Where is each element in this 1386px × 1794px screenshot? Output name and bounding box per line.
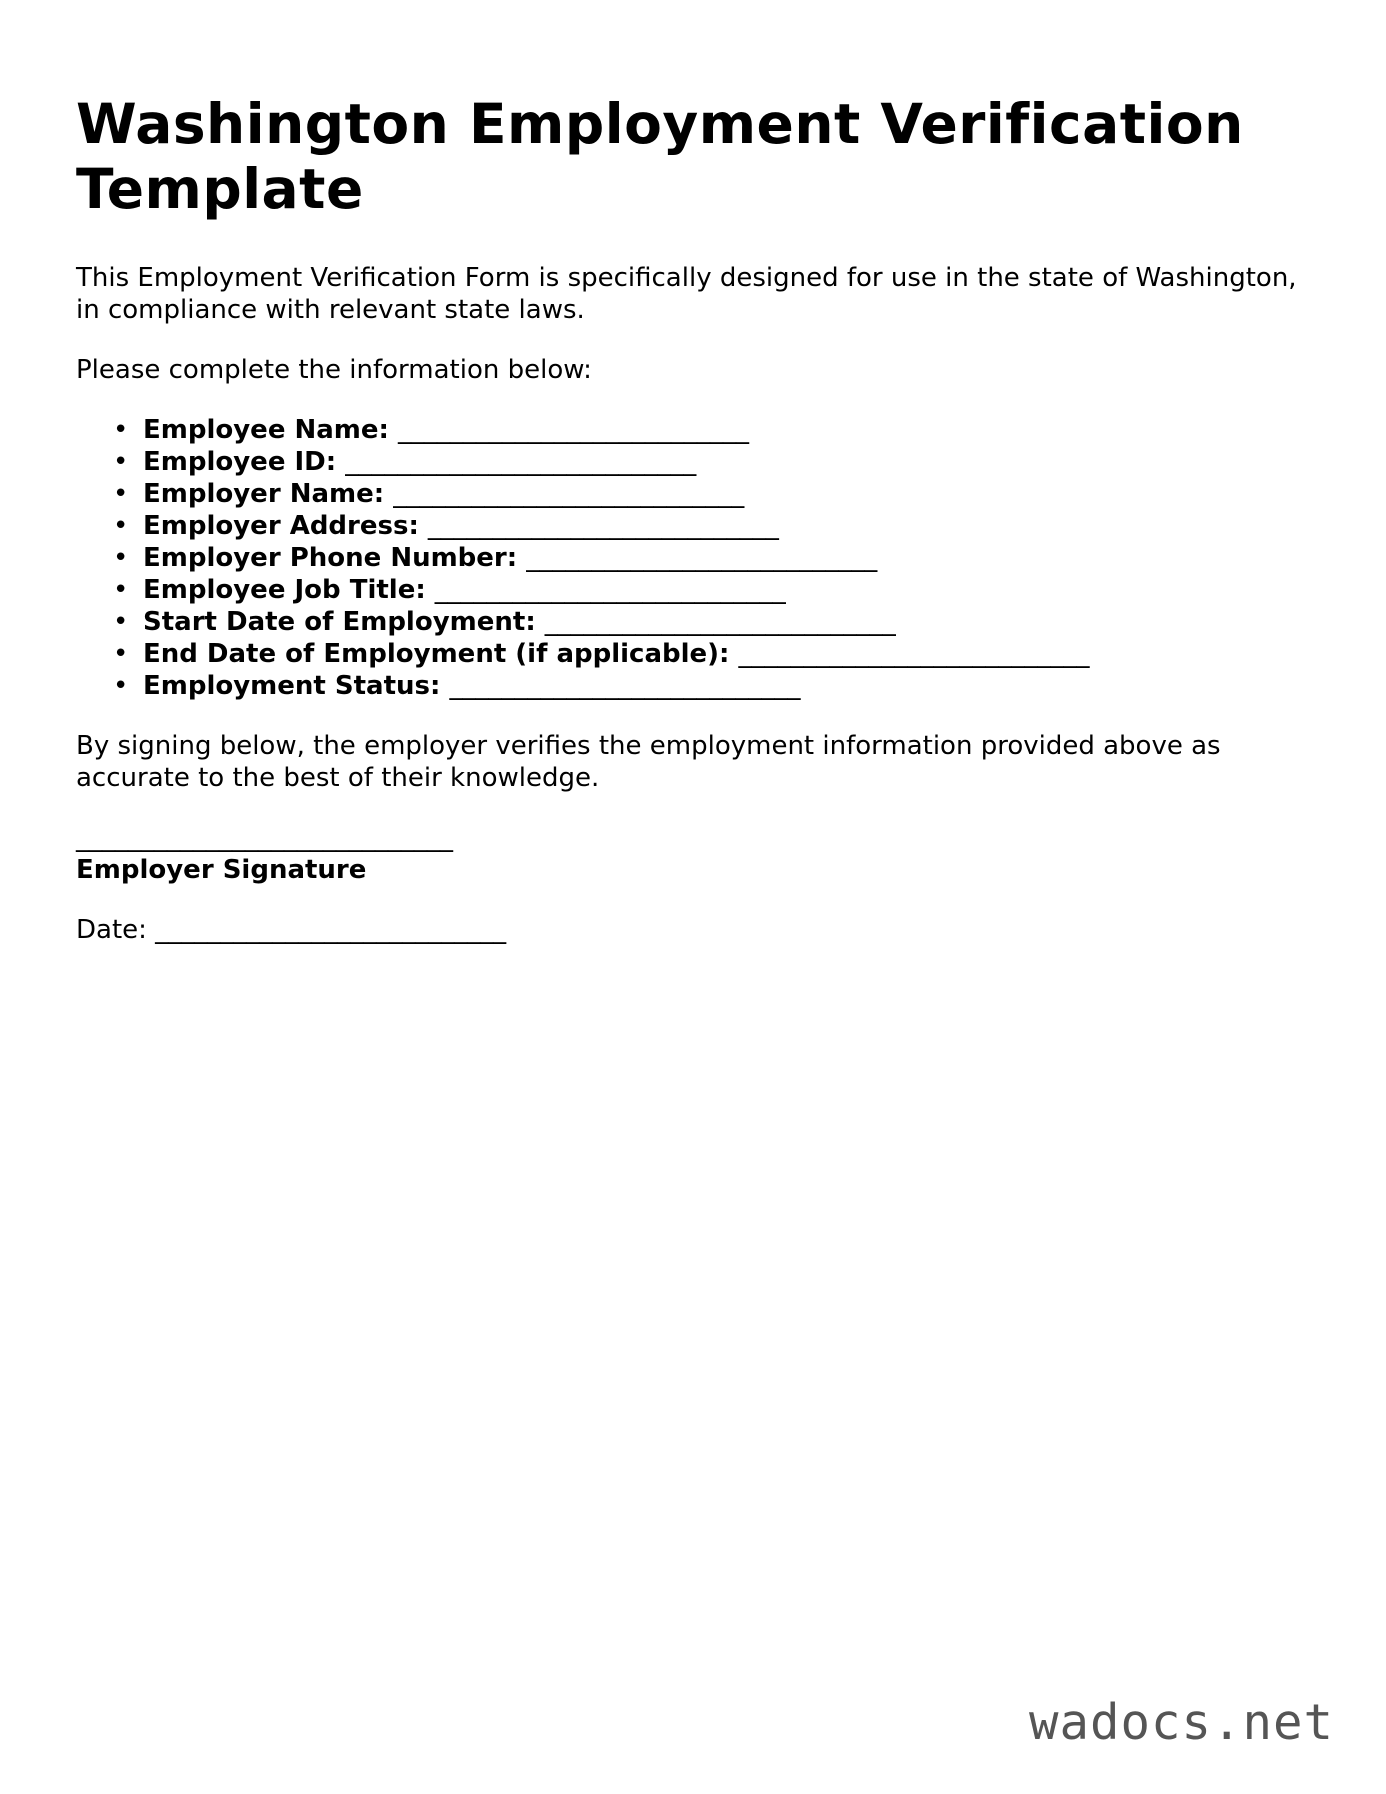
field-label: Employer Phone Number: <box>143 543 518 573</box>
bullet-icon: • <box>113 447 129 477</box>
field-employee-name <box>113 414 1306 446</box>
date-label: Date: <box>76 915 147 945</box>
document-page <box>76 92 1306 946</box>
field-label: Employer Address: <box>143 511 419 541</box>
field-employee-id <box>113 446 1306 478</box>
field-blank[interactable]: ___________________________ <box>434 575 786 605</box>
bullet-icon: • <box>113 671 129 701</box>
field-start-date <box>113 606 1306 638</box>
field-job-title <box>113 574 1306 606</box>
bullet-icon: • <box>113 575 129 605</box>
field-employer-address <box>113 510 1306 542</box>
date-row <box>76 914 1306 946</box>
field-blank[interactable]: ___________________________ <box>544 607 896 637</box>
closing-paragraph: By signing below, the employer verifies the employment information provided above as accurate to the best of their knowledge. <box>76 731 1221 793</box>
field-blank[interactable]: ___________________________ <box>427 511 779 541</box>
bullet-icon: • <box>113 479 129 509</box>
field-employer-name <box>113 478 1306 510</box>
bullet-icon: • <box>113 607 129 637</box>
field-label: Employee ID: <box>143 447 337 477</box>
field-blank[interactable]: ___________________________ <box>449 671 801 701</box>
watermark: wadocs.net <box>1028 1694 1334 1751</box>
field-blank[interactable]: ___________________________ <box>398 415 749 445</box>
page-title: Washington Employment Verification Template <box>76 92 1244 221</box>
field-blank[interactable]: ___________________________ <box>345 447 697 477</box>
signature-label: Employer Signature <box>76 855 367 885</box>
bullet-icon: • <box>113 639 129 669</box>
field-label: Employee Job Title: <box>143 575 426 605</box>
instructions-text: Please complete the information below: <box>76 355 592 385</box>
field-label: Employment Status: <box>143 671 441 701</box>
signature-line[interactable]: _____________________________ <box>76 823 453 853</box>
bullet-icon: • <box>113 415 129 445</box>
field-employer-phone <box>113 542 1306 574</box>
bullet-icon: • <box>113 543 129 573</box>
field-label: End Date of Employment (if applicable): <box>143 639 730 669</box>
bullet-icon: • <box>113 511 129 541</box>
field-blank[interactable]: ___________________________ <box>526 543 878 573</box>
date-blank[interactable]: ___________________________ <box>155 915 507 945</box>
field-blank[interactable]: ___________________________ <box>393 479 745 509</box>
field-label: Start Date of Employment: <box>143 607 536 637</box>
field-label: Employee Name: <box>143 415 389 445</box>
field-end-date <box>113 638 1306 670</box>
field-employment-status <box>113 670 1306 702</box>
field-label: Employer Name: <box>143 479 385 509</box>
field-blank[interactable]: ___________________________ <box>738 639 1090 669</box>
intro-paragraph: This Employment Verification Form is specifically designed for use in the state of Washington, in compliance with relevant state laws. <box>76 263 1297 325</box>
field-list <box>76 414 1306 702</box>
